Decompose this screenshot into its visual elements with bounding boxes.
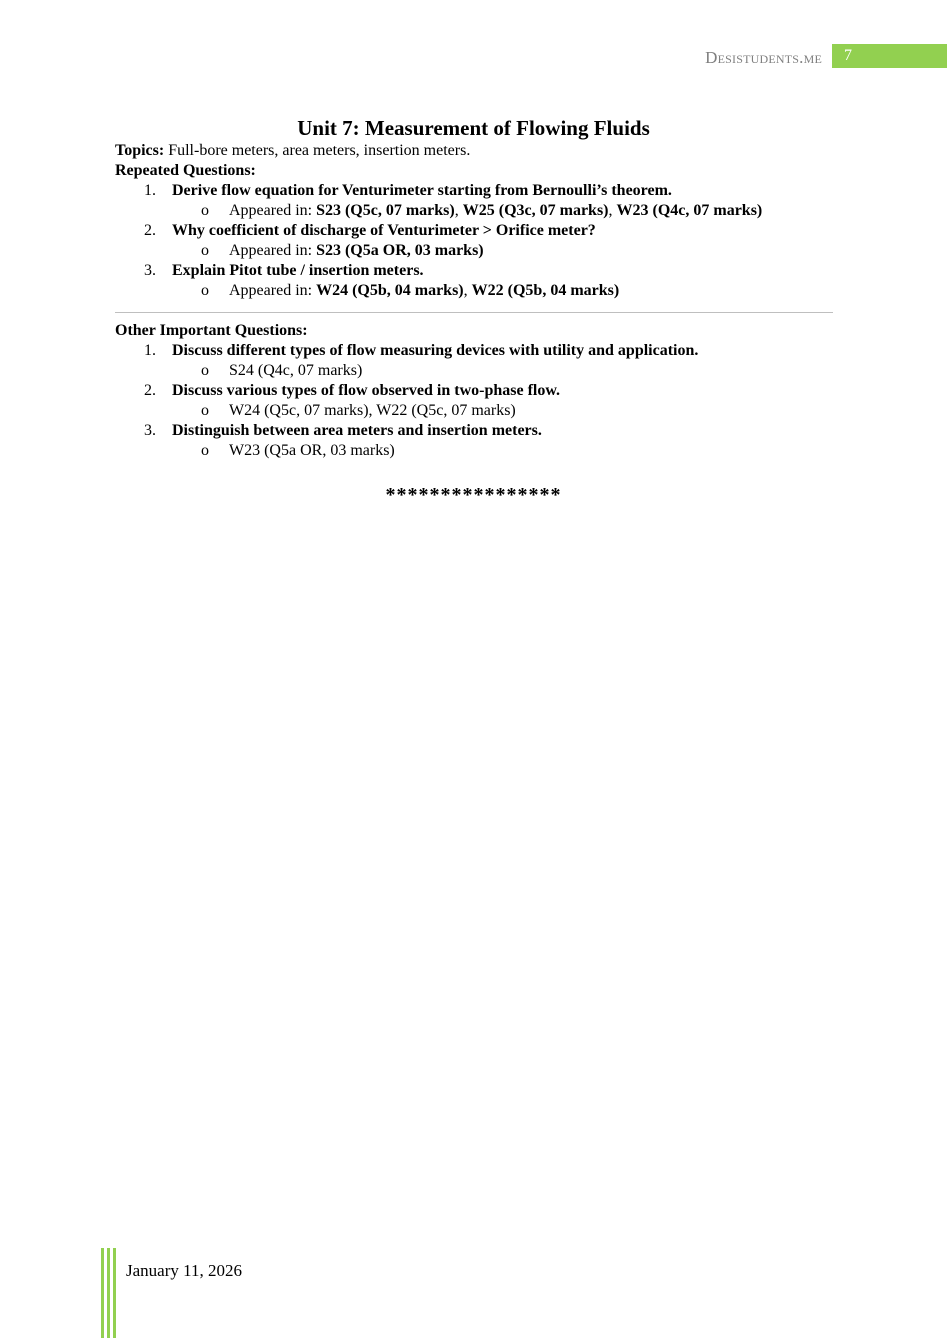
item-number: 3. [144, 422, 156, 439]
footer-accent-bars [101, 1248, 117, 1338]
item-number: 3. [144, 262, 156, 279]
other-question-item [115, 421, 835, 441]
page-number-badge: 7 [832, 44, 947, 68]
appeared-label: Appeared in: [229, 242, 317, 259]
ref-separator: , [463, 282, 472, 299]
bullet-icon: o [201, 282, 209, 299]
repeated-question-item [115, 181, 835, 201]
bullet-icon: o [201, 362, 209, 379]
bullet-icon: o [201, 202, 209, 219]
exam-ref: S24 (Q4c, 07 marks) [229, 362, 363, 379]
other-questions-heading: Other Important Questions: [115, 322, 308, 339]
document-body [115, 141, 835, 461]
ref-separator: , [608, 202, 617, 219]
item-number: 2. [144, 382, 156, 399]
end-separator: **************** [385, 484, 562, 506]
page-title: Unit 7: Measurement of Flowing Fluids [297, 116, 650, 140]
exam-ref-line [115, 361, 835, 381]
exam-ref: W23 (Q4c, 07 marks) [616, 202, 763, 219]
topics-text: Full-bore meters, area meters, insertion meters. [164, 142, 471, 159]
topics-label: Topics: [115, 142, 165, 159]
appeared-label: Appeared in: [229, 282, 317, 299]
item-number: 1. [144, 182, 156, 199]
ref-separator: , [454, 202, 463, 219]
item-number: 1. [144, 342, 156, 359]
bullet-icon: o [201, 442, 209, 459]
appeared-in-line [115, 281, 835, 301]
exam-ref: S23 (Q5a OR, 03 marks) [316, 242, 484, 259]
accent-bar [101, 1248, 104, 1338]
topics-line [115, 141, 835, 161]
appeared-label: Appeared in: [229, 202, 317, 219]
accent-bar [113, 1248, 116, 1338]
repeated-question-item [115, 221, 835, 241]
question-text: Why coefficient of discharge of Venturimeter > Orifice meter? [172, 222, 596, 239]
item-number: 2. [144, 222, 156, 239]
other-question-item [115, 381, 835, 401]
exam-ref: W24 (Q5c, 07 marks), W22 (Q5c, 07 marks) [229, 402, 516, 419]
bullet-icon: o [201, 402, 209, 419]
question-text: Discuss various types of flow observed in two-phase flow. [172, 382, 561, 399]
footer-date: January 11, 2026 [126, 1261, 242, 1280]
exam-ref-line [115, 401, 835, 421]
bullet-icon: o [201, 242, 209, 259]
question-text: Distinguish between area meters and insertion meters. [172, 422, 542, 439]
exam-ref-line [115, 441, 835, 461]
repeated-question-item [115, 261, 835, 281]
exam-ref: W24 (Q5b, 04 marks) [316, 282, 464, 299]
appeared-in-line [115, 201, 835, 221]
repeated-questions-heading: Repeated Questions: [115, 162, 256, 179]
question-text: Derive flow equation for Venturimeter starting from Bernoulli’s theorem. [172, 182, 672, 199]
other-question-item [115, 341, 835, 361]
exam-ref: W22 (Q5b, 04 marks) [471, 282, 620, 299]
section-divider [115, 312, 833, 313]
question-text: Explain Pitot tube / insertion meters. [172, 262, 424, 279]
accent-bar [107, 1248, 110, 1338]
exam-ref: W23 (Q5a OR, 03 marks) [229, 442, 395, 459]
appeared-in-line [115, 241, 835, 261]
exam-ref: W25 (Q3c, 07 marks) [462, 202, 609, 219]
header-site-name: Desistudents.me [705, 48, 822, 67]
question-text: Discuss different types of flow measuring devices with utility and application. [172, 342, 699, 359]
exam-ref: S23 (Q5c, 07 marks) [316, 202, 455, 219]
